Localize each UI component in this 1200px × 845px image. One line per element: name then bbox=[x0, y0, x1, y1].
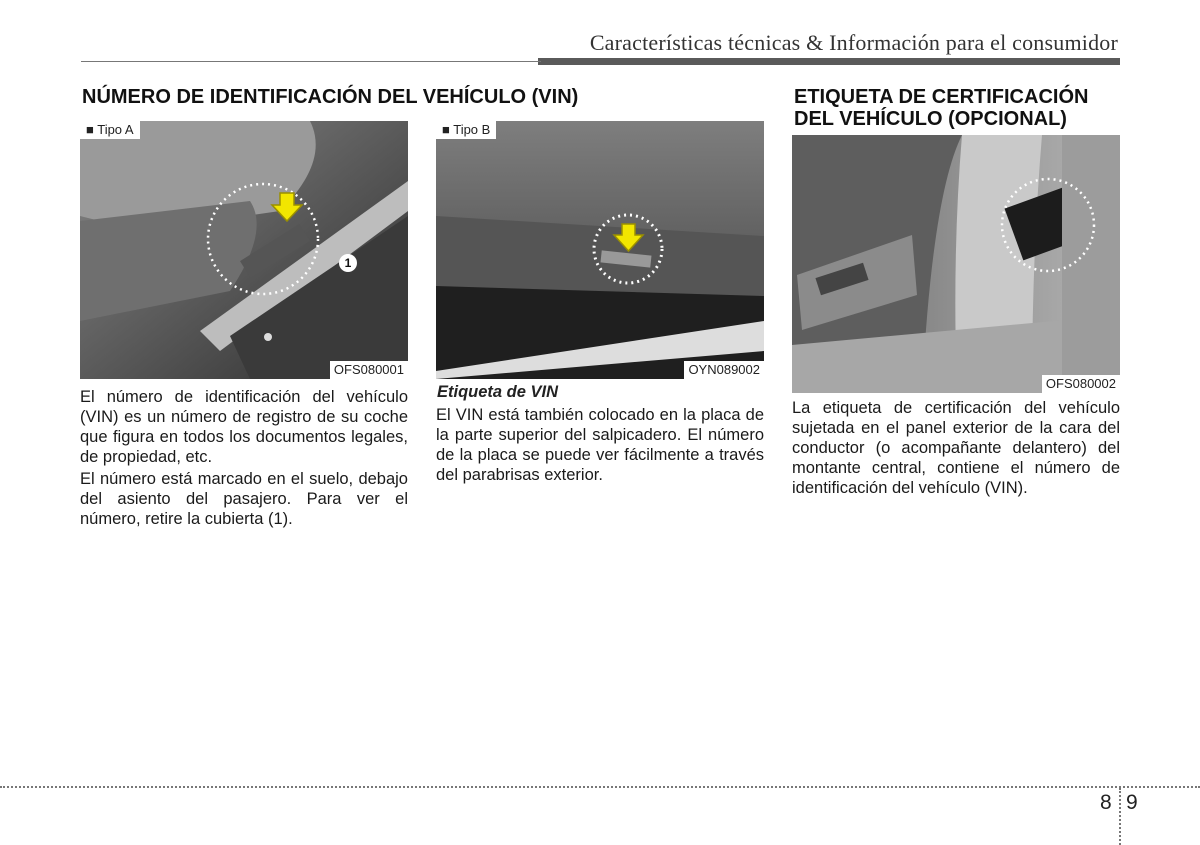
heading-line: DEL VEHÍCULO (OPCIONAL) bbox=[794, 108, 1067, 130]
figure-tipo-a bbox=[80, 121, 408, 379]
footer-divider bbox=[1119, 788, 1121, 845]
header-rule bbox=[81, 61, 541, 62]
figure-door-pillar bbox=[792, 135, 1120, 393]
figure-code: OFS080001 bbox=[330, 361, 408, 379]
chapter-number: 8 bbox=[1100, 791, 1112, 814]
callout-marker: 1 bbox=[339, 254, 357, 272]
body-paragraph: El número está marcado en el suelo, debajo del asiento del pasajero. Para ver el número, retire la cubierta (1). bbox=[80, 470, 408, 528]
arrow-down-icon bbox=[436, 121, 764, 379]
highlight-circle-c bbox=[792, 135, 1120, 393]
heading-line: ETIQUETA DE CERTIFICACIÓN bbox=[794, 86, 1089, 108]
figure-tipo-b bbox=[436, 121, 764, 379]
body-paragraph: El VIN está también colocado en la placa de la parte superior del salpicadero. El número de la placa se puede ver fácilmente a través del parabrisas exterior. bbox=[436, 406, 764, 484]
figure-code: OYN089002 bbox=[684, 361, 764, 379]
footer-rule bbox=[0, 786, 1200, 788]
figure-code: OFS080002 bbox=[1042, 375, 1120, 393]
running-header-title: Características técnicas & Información para el consumidor bbox=[589, 30, 1118, 55]
header-bar bbox=[538, 58, 1120, 65]
body-paragraph: La etiqueta de certificación del vehículo sujetada en el panel exterior de la cara del conductor (o acompañante delantero) del montante central, contiene el número de identificación del vehículo (VIN). bbox=[792, 399, 1120, 497]
section-heading-cert bbox=[794, 86, 1088, 130]
section-heading-vin: NÚMERO DE IDENTIFICACIÓN DEL VEHÍCULO (VIN) bbox=[82, 86, 579, 108]
figure-tag: ■ Tipo B bbox=[436, 121, 496, 139]
figure-tag: ■ Tipo A bbox=[80, 121, 140, 139]
body-paragraph: El número de identificación del vehículo (VIN) es un número de registro de su coche que figura en todos los documentos legales, de propiedad, etc. bbox=[80, 388, 408, 466]
page-number: 9 bbox=[1126, 791, 1138, 814]
arrow-down-icon bbox=[80, 121, 408, 379]
figure-caption: Etiqueta de VIN bbox=[437, 383, 559, 401]
